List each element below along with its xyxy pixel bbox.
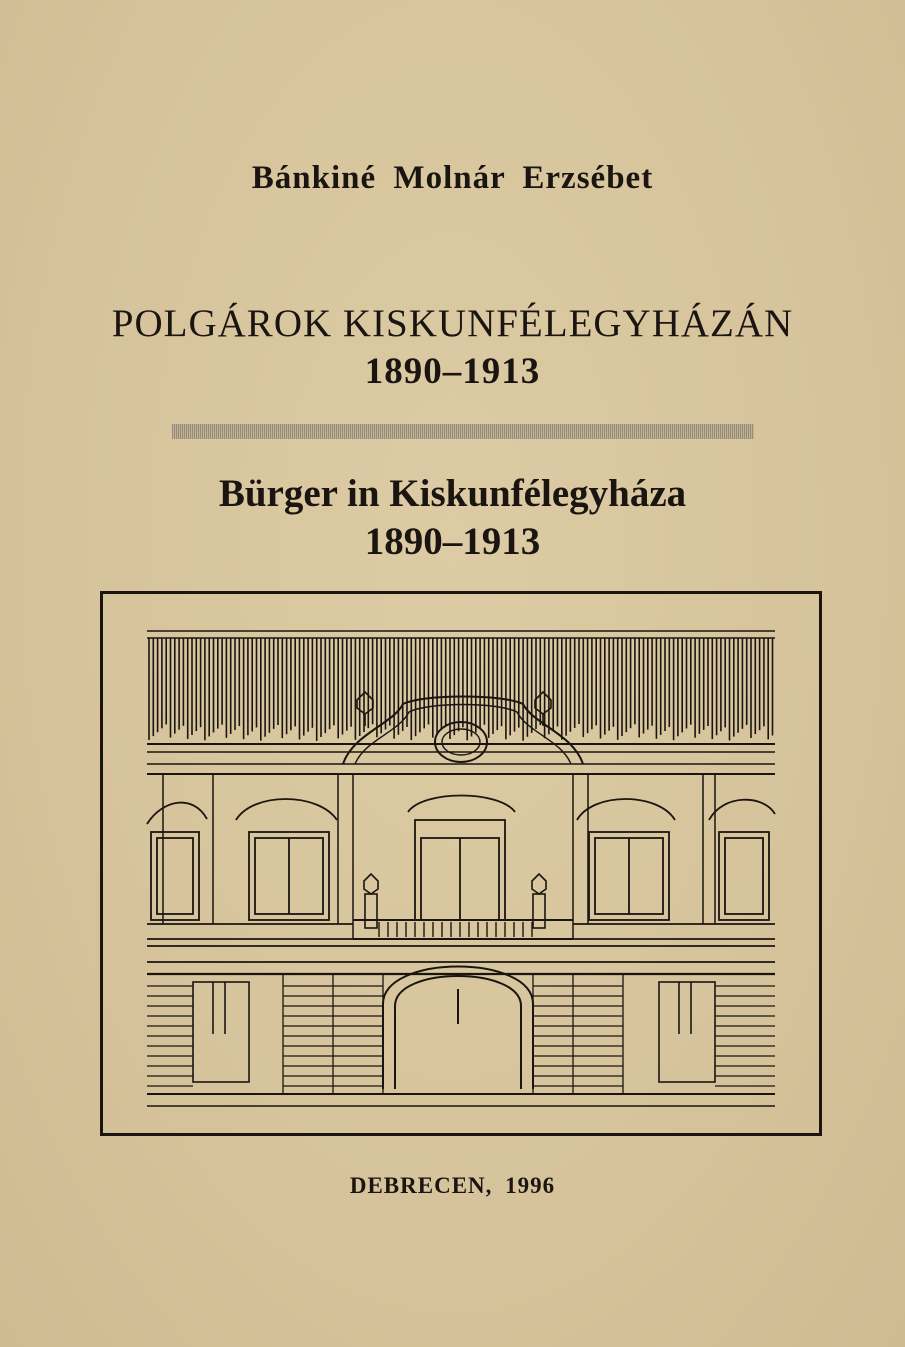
title-hungarian: POLGÁROK KISKUNFÉLEGYHÁZÁN xyxy=(111,302,794,345)
years-german: 1890–1913 xyxy=(364,520,541,563)
facade-drawing xyxy=(103,594,819,1133)
hungarian-title-block xyxy=(0,300,905,396)
publisher-imprint: DEBRECEN, 1996 xyxy=(349,1173,556,1198)
years-hungarian: 1890–1913 xyxy=(364,351,541,392)
title-german: Bürger in Kiskunfélegyháza xyxy=(218,472,687,515)
facade-illustration-frame xyxy=(100,591,822,1136)
title-divider xyxy=(172,424,754,439)
german-title-block xyxy=(0,470,905,566)
author-name: Bánkiné Molnár Erzsébet xyxy=(251,160,654,196)
